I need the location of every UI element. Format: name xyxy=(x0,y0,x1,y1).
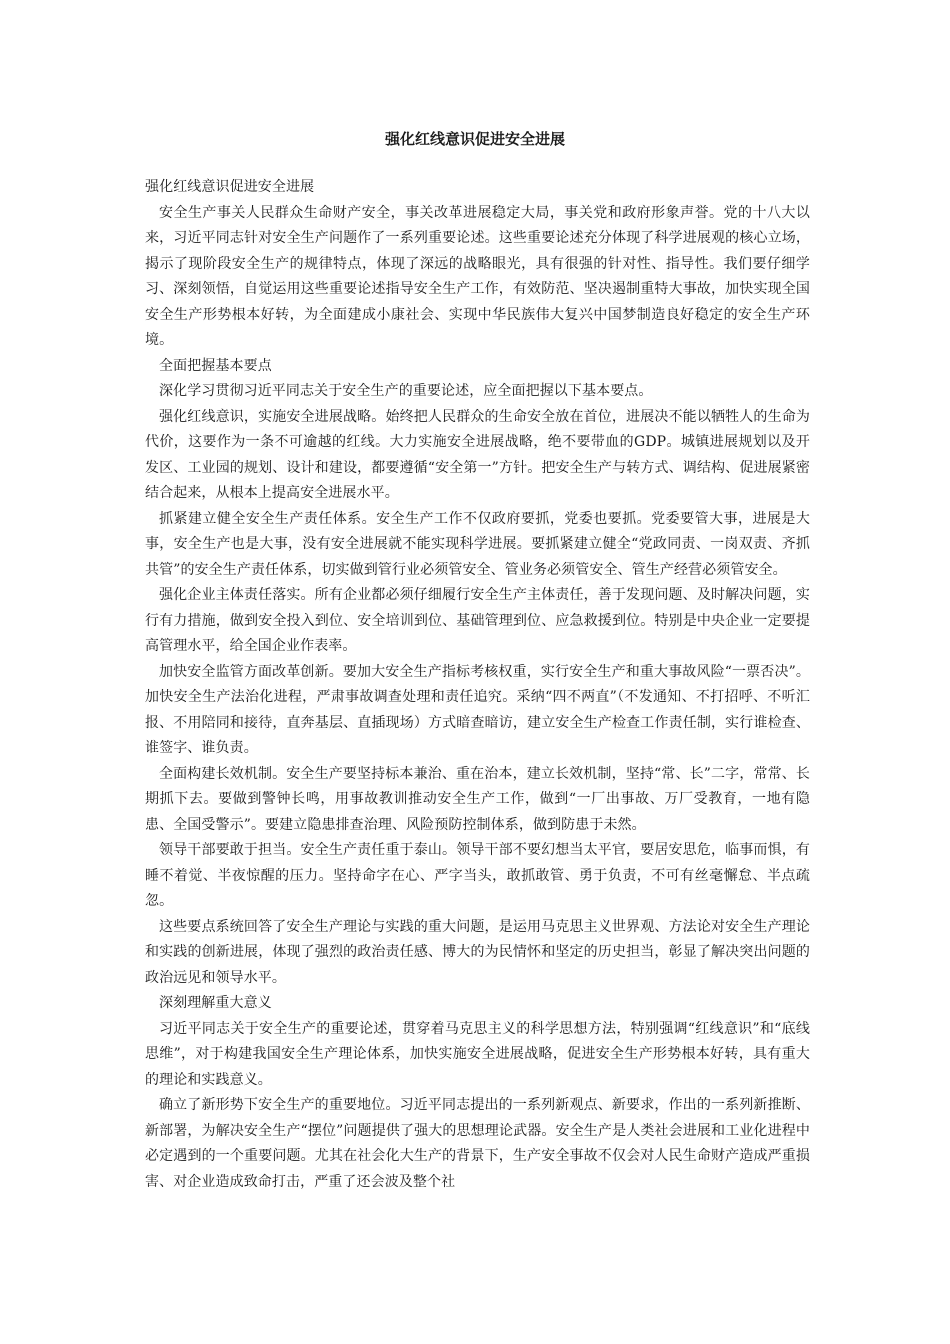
paragraph: 抓紧建立健全安全生产责任体系。安全生产工作不仅政府要抓，党委也要抓。党委要管大事，进展是大事，安全生产也是大事，没有安全进展就不能实现科学进展。要抓紧建立健全“党政同责、一岗双责、齐抓共管”的安全生产责任体系，切实做到管行业必须管安全、管业务必须管安全、管生产经营必须管安全。 xyxy=(145,510,810,578)
paragraph: 习近平同志关于安全生产的重要论述，贯穿着马克思主义的科学思想方法，特别强调“红线意识”和“底线思维”，对于构建我国安全生产理论体系，加快实施安全进展战略，促进安全生产形势根本好转，具有重大的理论和实践意义。 xyxy=(145,1020,810,1088)
paragraph: 这些要点系统回答了安全生产理论与实践的重大问题，是运用马克思主义世界观、方法论对安全生产理论和实践的创新进展，体现了强烈的政治责任感、博大的为民情怀和坚定的历史担当，彰显了解决突出问题的政治远见和领导水平。 xyxy=(145,918,810,986)
paragraph: 加快安全监管方面改革创新。要加大安全生产指标考核权重，实行安全生产和重大事故风险“一票否决”。加快安全生产法治化进程，严肃事故调查处理和责任追究。采纳“四不两直”（不发通知、不打招呼、不听汇报、不用陪同和接待，直奔基层、直插现场）方式暗查暗访，建立安全生产检查工作责任制，实行谁检查、谁签字、谁负责。 xyxy=(145,663,810,756)
paragraph: 强化红线意识，实施安全进展战略。始终把人民群众的生命安全放在首位，进展决不能以牺牲人的生命为代价，这要作为一条不可逾越的红线。大力实施安全进展战略，绝不要带血的GDP。城镇进展规划以及开发区、工业园的规划、设计和建设，都要遵循“安全第一”方针。把安全生产与转方式、调结构、促进展紧密结合起来，从根本上提高安全进展水平。 xyxy=(145,408,810,501)
paragraph-subtitle: 强化红线意识促进安全进展 xyxy=(145,179,315,195)
paragraph: 领导干部要敢于担当。安全生产责任重于泰山。领导干部不要幻想当太平官，要居安思危，临事而惧，有睡不着觉、半夜惊醒的压力。坚持命字在心、严字当头，敢抓敢管、勇于负责，不可有丝毫懈怠、半点疏忽。 xyxy=(145,842,810,909)
paragraph: 强化企业主体责任落实。所有企业都必须仔细履行安全生产主体责任，善于发现问题、及时解决问题，实行有力措施，做到安全投入到位、安全培训到位、基础管理到位、应急救援到位。特别是中央企业一定要提高管理水平，给全国企业作表率。 xyxy=(145,587,810,654)
document-body xyxy=(145,175,810,1195)
paragraph: 确立了新形势下安全生产的重要地位。习近平同志提出的一系列新观点、新要求，作出的一系列新推断、新部署，为解决安全生产“摆位”问题提供了强大的思想理论武器。安全生产是人类社会进展和工业化进程中必定遇到的一个重要问题。尤其在社会化大生产的背景下，生产安全事故不仅会对人民生命财产造成严重损害、对企业造成致命打击，严重了还会波及整个社 xyxy=(145,1097,810,1190)
paragraph: 深化学习贯彻习近平同志关于安全生产的重要论述，应全面把握以下基本要点。 xyxy=(159,383,653,399)
section-heading: 深刻理解重大意义 xyxy=(159,995,272,1011)
paragraph: 全面构建长效机制。安全生产要坚持标本兼治、重在治本，建立长效机制，坚持“常、长”二字，常常、长期抓下去。要做到警钟长鸣，用事故教训推动安全生产工作，做到“一厂出事故、万厂受教育，一地有隐患、全国受警示”。要建立隐患排查治理、风险预防控制体系，做到防患于未然。 xyxy=(145,765,810,833)
section-heading: 全面把握基本要点 xyxy=(159,357,272,374)
paragraph: 安全生产事关人民群众生命财产安全，事关改革进展稳定大局，事关党和政府形象声誉。党的十八大以来，习近平同志针对安全生产问题作了一系列重要论述。这些重要论述充分体现了科学进展观的核心立场，揭示了现阶段安全生产的规律特点，体现了深远的战略眼光，具有很强的针对性、指导性。我们要仔细学习、深刻领悟，自觉运用这些重要论述指导安全生产工作，有效防范、坚决遏制重特大事故，加快实现全国安全生产形势根本好转，为全面建成小康社会、实现中华民族伟大复兴中国梦制造良好稳定的安全生产环境。 xyxy=(145,204,810,348)
document-title: 强化红线意识促进安全进展 xyxy=(384,130,565,148)
